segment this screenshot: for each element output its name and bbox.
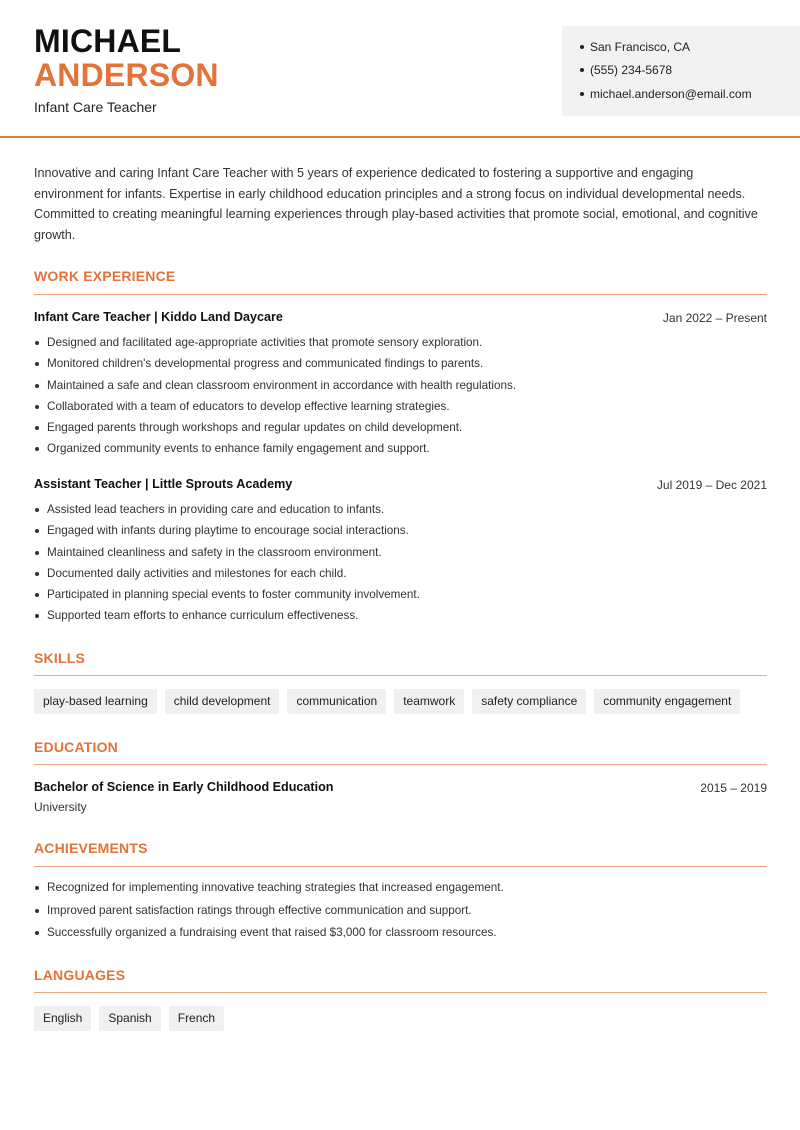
contact-box — [562, 26, 800, 116]
skill-tag: child development — [165, 689, 280, 714]
job-title: Infant Care Teacher — [34, 99, 157, 115]
language-tag: French — [169, 1006, 224, 1031]
resume-header — [0, 0, 800, 138]
skill-tag: community engagement — [594, 689, 740, 714]
list-item: Participated in planning special events to foster community involvement. — [34, 584, 764, 605]
language-tag: English — [34, 1006, 91, 1031]
skill-tag: communication — [287, 689, 386, 714]
section-divider — [34, 294, 767, 295]
list-item: Successfully organized a fundraising event that raised $3,000 for classroom resources. — [34, 922, 764, 945]
list-item: Improved parent satisfaction ratings through effective communication and support. — [34, 900, 764, 923]
contact-location — [580, 40, 690, 54]
professional-summary: Innovative and caring Infant Care Teacher with 5 years of experience dedicated to fostering a supportive and engaging environment for infants. Expertise in early childhood education principles and a strong focus on individual developmental needs. Committed to creating meaningful learning experiences through play-based activities that promote social, emotional, and cognitive growth. — [34, 166, 758, 243]
list-item: Maintained a safe and clean classroom environment in accordance with health regulations. — [34, 375, 764, 396]
work-experience-heading: WORK EXPERIENCE — [34, 268, 176, 284]
phone-text: (555) 234-5678 — [590, 63, 673, 77]
language-tag: Spanish — [99, 1006, 160, 1031]
list-item: Designed and facilitated age-appropriate activities that promote sensory exploration. — [34, 332, 764, 353]
last-name: ANDERSON — [34, 57, 219, 93]
achievements-heading: ACHIEVEMENTS — [34, 840, 148, 856]
skills-tags — [34, 689, 740, 714]
languages-heading: LANGUAGES — [34, 967, 126, 983]
language-tags — [34, 1006, 224, 1031]
skill-tag: teamwork — [394, 689, 464, 714]
job-1-bullets — [34, 332, 764, 460]
achievements-list — [34, 877, 764, 945]
school-name: University — [34, 800, 87, 814]
section-divider — [34, 675, 767, 676]
education-dates: 2015 – 2019 — [700, 781, 767, 795]
contact-email[interactable] — [580, 87, 752, 101]
job-2-bullets — [34, 499, 764, 627]
list-item: Engaged parents through workshops and regular updates on child development. — [34, 417, 764, 438]
location-text: San Francisco, CA — [590, 40, 691, 54]
section-divider — [34, 764, 767, 765]
section-divider — [34, 992, 767, 993]
bullet-icon — [580, 45, 584, 49]
skill-tag: play-based learning — [34, 689, 157, 714]
list-item: Organized community events to enhance family engagement and support. — [34, 438, 764, 459]
list-item: Documented daily activities and milestones for each child. — [34, 563, 764, 584]
first-name: MICHAEL — [34, 23, 182, 59]
skills-heading: SKILLS — [34, 650, 85, 666]
skill-tag: safety compliance — [472, 689, 586, 714]
list-item: Monitored children's developmental progress and communicated findings to parents. — [34, 353, 764, 374]
job-1-title: Infant Care Teacher | Kiddo Land Daycare — [34, 310, 283, 324]
email-text[interactable]: michael.anderson@email.com — [590, 87, 752, 101]
job-1-dates: Jan 2022 – Present — [662, 311, 767, 325]
list-item: Maintained cleanliness and safety in the classroom environment. — [34, 542, 764, 563]
list-item: Collaborated with a team of educators to develop effective learning strategies. — [34, 396, 764, 417]
list-item: Engaged with infants during playtime to encourage social interactions. — [34, 520, 764, 541]
job-2-dates: Jul 2019 – Dec 2021 — [656, 478, 767, 492]
list-item: Assisted lead teachers in providing care and education to infants. — [34, 499, 764, 520]
list-item: Supported team efforts to enhance curriculum effectiveness. — [34, 605, 764, 626]
section-divider — [34, 866, 767, 867]
bullet-icon — [580, 92, 584, 96]
bullet-icon — [580, 68, 584, 72]
job-2-title: Assistant Teacher | Little Sprouts Academy — [34, 477, 293, 491]
contact-phone — [580, 63, 672, 77]
degree-title: Bachelor of Science in Early Childhood Education — [34, 780, 334, 794]
list-item: Recognized for implementing innovative teaching strategies that increased engagement. — [34, 877, 764, 900]
education-heading: EDUCATION — [34, 739, 118, 755]
